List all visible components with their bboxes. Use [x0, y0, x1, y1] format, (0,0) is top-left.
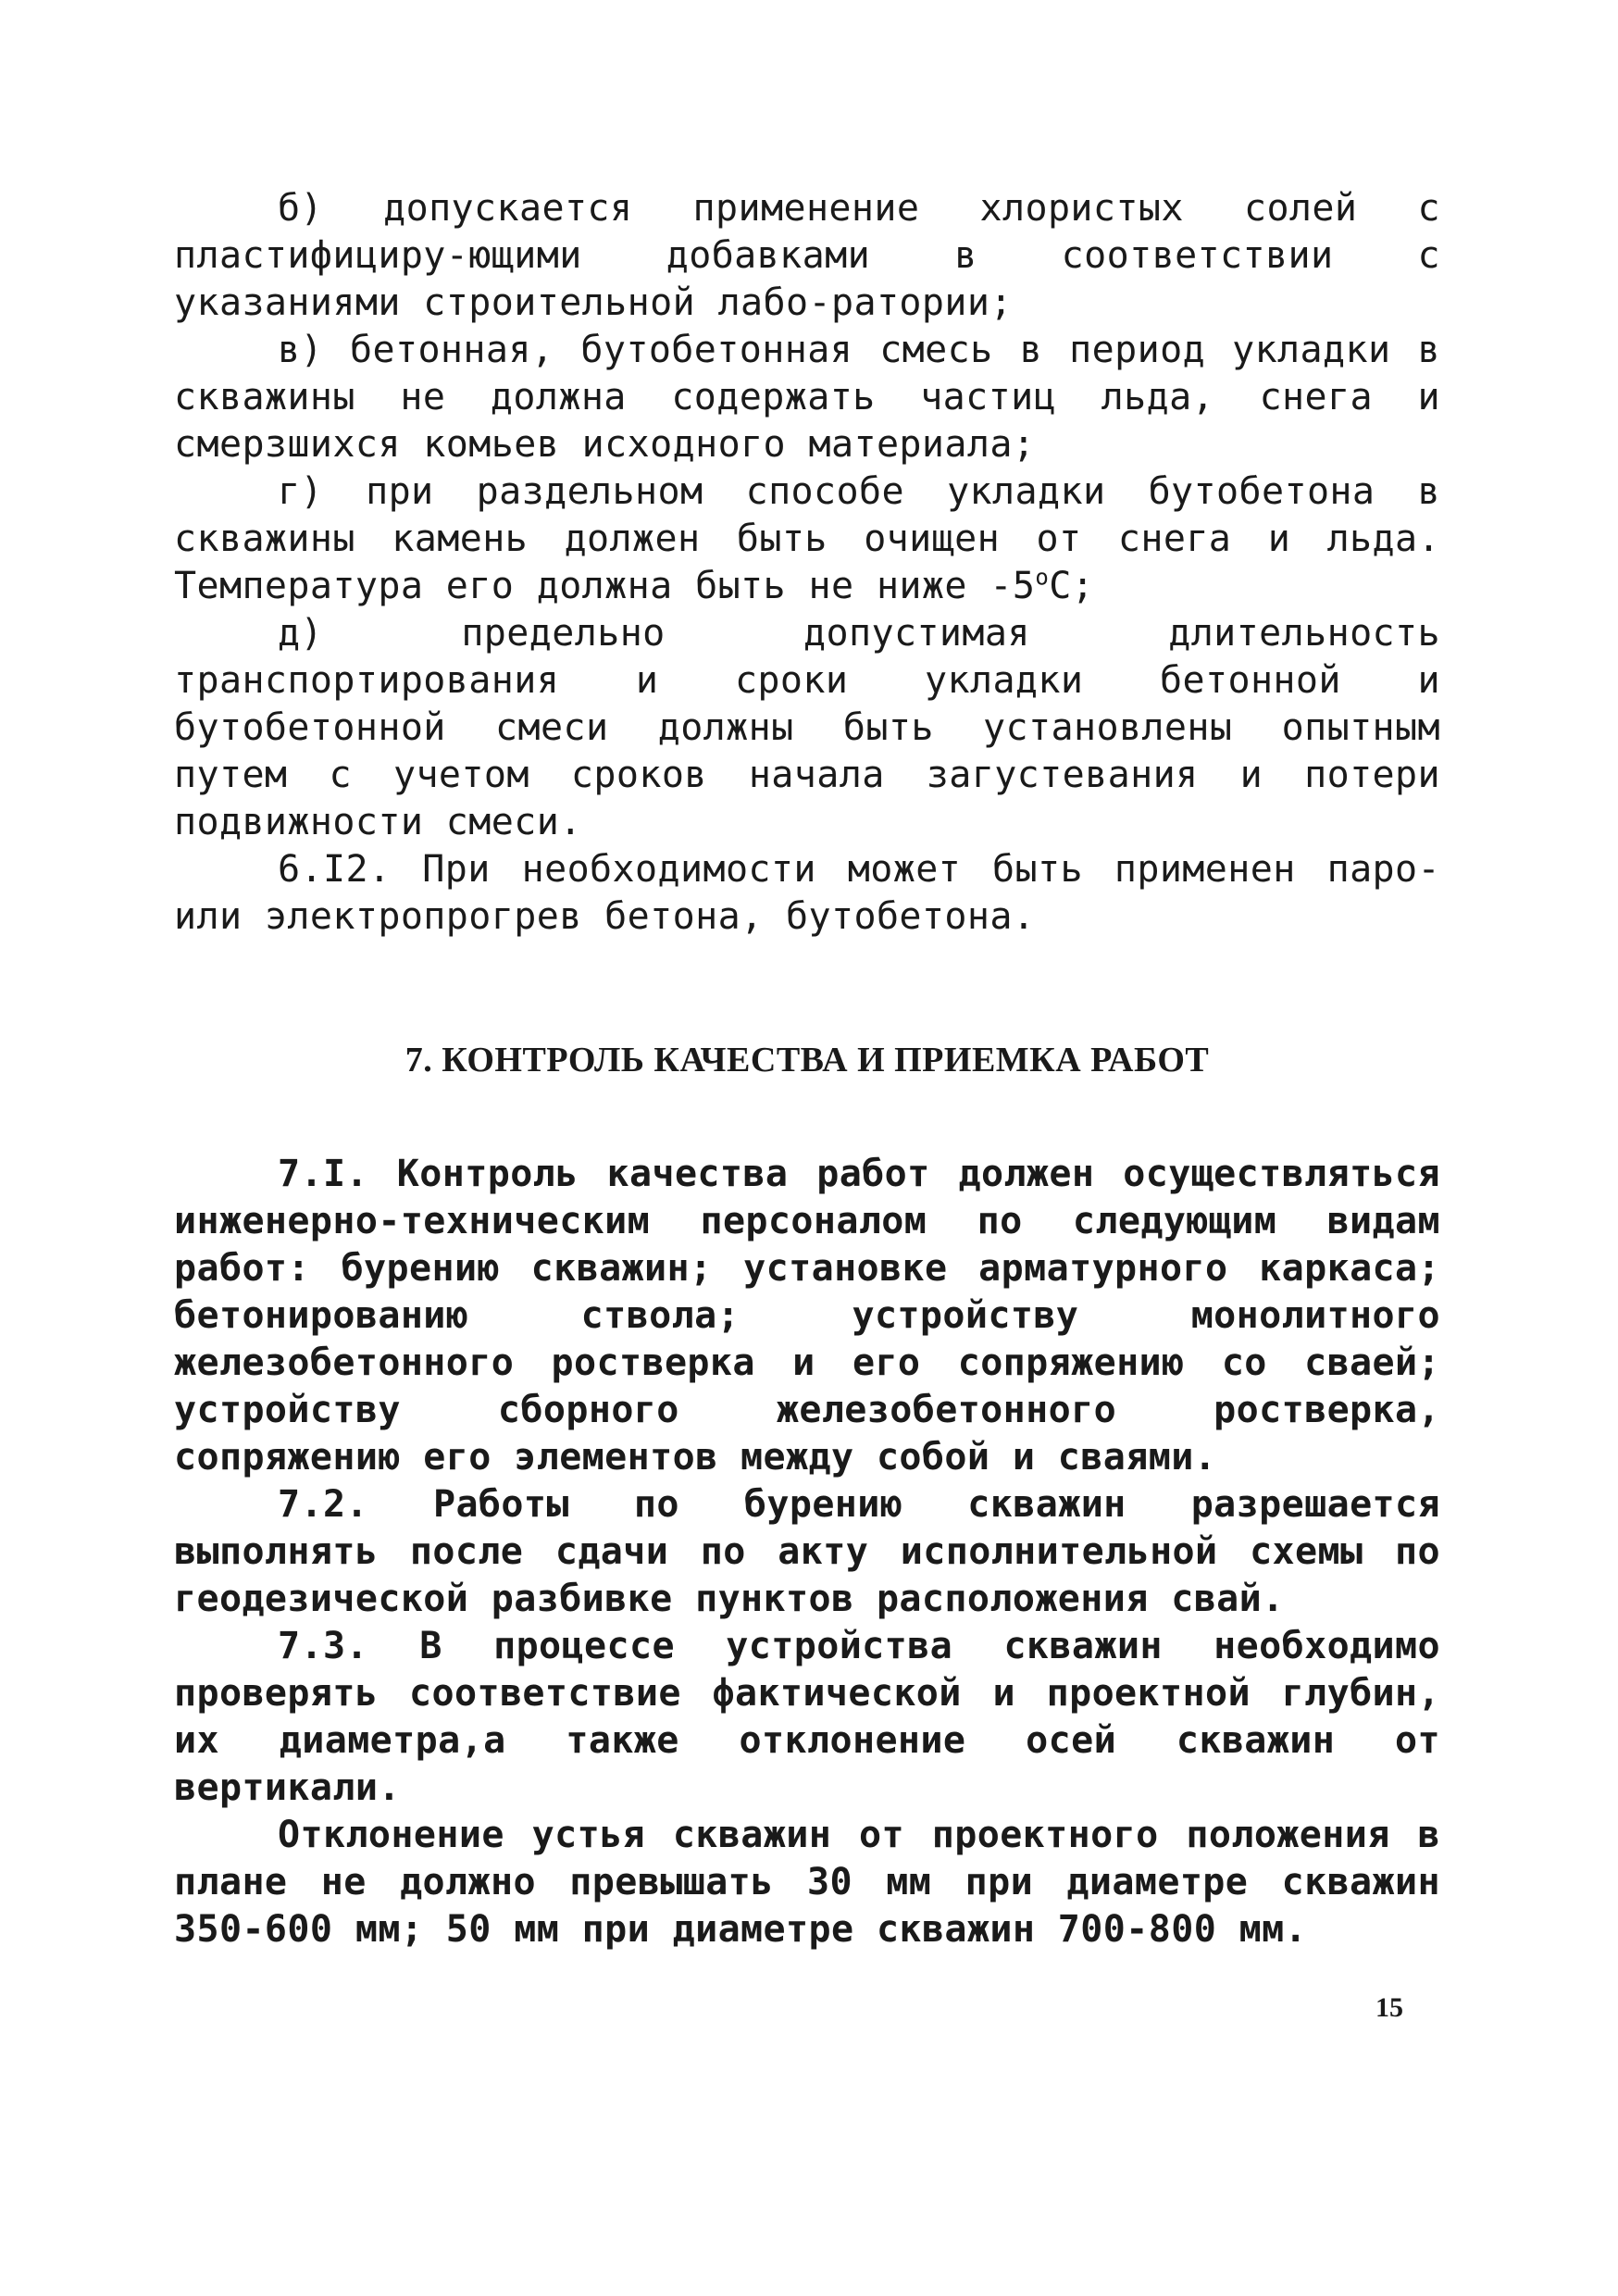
degree-sign: о: [1035, 564, 1050, 591]
paragraph-7-2: 7.2. Работы по бурению скважин разрешается выполнять после сдачи по акту исполнительной схемы по геодезической разбивке пунктов расположения свай.: [174, 1483, 1440, 1620]
paragraph-g-end: С;: [1049, 565, 1095, 607]
section-7-heading: 7. КОНТРОЛЬ КАЧЕСТВА И ПРИЕМКА РАБОТ: [404, 1041, 1210, 1079]
paragraph-6-12: 6.I2. При необходимости может быть применен паро- или электропрогрев бетона, бутобетона.: [174, 848, 1440, 938]
section-7-text: [174, 1151, 1440, 1953]
paragraph-g: [174, 468, 1440, 610]
paragraph-g-text: г) при раздельном способе укладки бутобетона в скважины камень должен быть очищен от снега и льда. Температура его должна быть не ниже -5: [174, 470, 1440, 607]
paragraph-7-1: 7.I. Контроль качества работ должен осуществляться инженерно-техническим персоналом по следующим видам работ: бурению скважин; установке арматурного каркаса; бетонированию ствола; устройству монолитного железобетонного ростверка и его сопряжению со сваей; устройству сборного железобетонного ростверка, сопряжению его элементов между собой и сваями.: [174, 1153, 1440, 1479]
section-6-text: [174, 185, 1440, 941]
page-number: 15: [1375, 1992, 1403, 2023]
paragraph-d: д) предельно допустимая длительность транспортирования и сроки укладки бетонной и бутобетонной смеси должны быть установлены опытным путем с учетом сроков начала загустевания и потери подвижности смеси.: [174, 612, 1440, 843]
paragraph-deviation: Отклонение устья скважин от проектного положения в плане не должно превышать 30 мм при диаметре скважин 350-600 мм; 50 мм при диаметре скважин 700-800 мм.: [174, 1814, 1440, 1951]
paragraph-v: в) бетонная, бутобетонная смесь в период укладки в скважины не должна содержать частиц льда, снега и смерзшихся комьев исходного материала;: [174, 329, 1440, 466]
paragraph-7-3: 7.3. В процессе устройства скважин необходимо проверять соответствие фактической и проектной глубин, их диаметра,а также отклонение осей скважин от вертикали.: [174, 1625, 1440, 1809]
paragraph-b: б) допускается применение хлористых солей с пластифициру-ющими добавками в соответствии с указаниями строительной лабо-ратории;: [174, 187, 1440, 324]
